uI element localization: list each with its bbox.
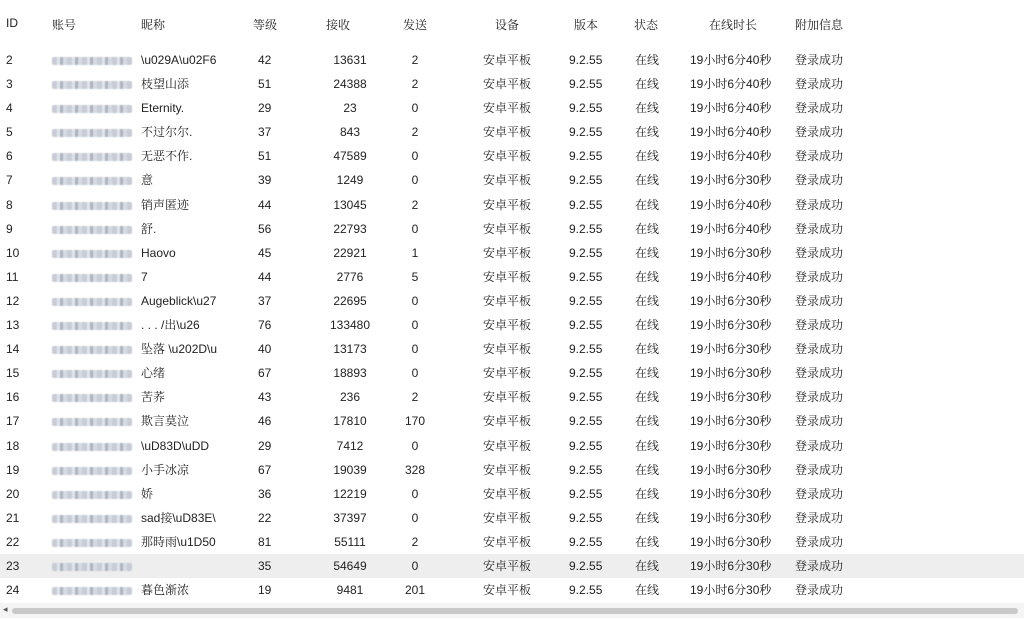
header-nickname[interactable]: 昵称 <box>141 18 166 32</box>
cell-level: 51 <box>258 149 272 164</box>
cell-online-time: 19小时6分30秒 <box>690 390 772 405</box>
cell-status: 在线 <box>635 293 660 308</box>
cell-extra: 登录成功 <box>795 366 844 381</box>
cell-sent: 170 <box>404 414 426 429</box>
cell-level: 67 <box>258 462 272 477</box>
cell-id: 21 <box>6 510 20 525</box>
cell-online-time: 19小时6分30秒 <box>690 414 772 429</box>
cell-level: 37 <box>258 125 272 140</box>
cell-level: 46 <box>258 414 272 429</box>
table-header <box>0 0 1024 48</box>
cell-extra: 登录成功 <box>795 390 844 405</box>
cell-version: 9.2.55 <box>569 221 603 236</box>
cell-id: 15 <box>6 366 20 381</box>
cell-version: 9.2.55 <box>569 486 603 501</box>
cell-level: 39 <box>258 173 272 188</box>
cell-device: 安卓平板 <box>483 221 532 236</box>
cell-sent: 0 <box>411 510 419 525</box>
cell-sent: 0 <box>411 318 419 333</box>
cell-received: 55111 <box>334 534 366 549</box>
cell-status: 在线 <box>635 486 660 501</box>
cell-sent: 0 <box>411 173 419 188</box>
cell-id: 8 <box>6 197 13 212</box>
cell-id: 4 <box>6 101 13 116</box>
cell-online-time: 19小时6分30秒 <box>690 342 772 357</box>
table-row[interactable] <box>0 530 1024 554</box>
cell-id: 23 <box>6 558 20 573</box>
cell-nickname: 舒. <box>141 221 157 236</box>
cell-online-time: 19小时6分30秒 <box>690 510 772 525</box>
table-row[interactable] <box>0 241 1024 265</box>
cell-sent: 328 <box>404 462 426 477</box>
cell-account-blurred <box>52 250 132 258</box>
scroll-left-arrow-icon[interactable]: ◂ <box>3 604 8 614</box>
cell-level: 40 <box>258 342 272 357</box>
cell-online-time: 19小时6分30秒 <box>690 438 772 453</box>
cell-online-time: 19小时6分40秒 <box>690 149 772 164</box>
cell-nickname: 坠落 \u202D\u <box>141 342 218 357</box>
cell-extra: 登录成功 <box>795 583 844 598</box>
cell-id: 20 <box>6 486 20 501</box>
cell-status: 在线 <box>635 414 660 429</box>
cell-account-blurred <box>52 322 132 330</box>
cell-status: 在线 <box>635 583 660 598</box>
cell-extra: 登录成功 <box>795 510 844 525</box>
cell-device: 安卓平板 <box>483 342 532 357</box>
cell-account-blurred <box>52 298 132 306</box>
cell-received: 1249 <box>336 173 364 188</box>
cell-nickname: Eternity. <box>141 101 185 116</box>
cell-level: 51 <box>258 77 272 92</box>
table-row[interactable] <box>0 289 1024 313</box>
cell-account-blurred <box>52 491 132 499</box>
cell-extra: 登录成功 <box>795 558 844 573</box>
cell-received: 13631 <box>333 53 367 67</box>
cell-sent: 0 <box>411 486 419 501</box>
cell-nickname: 小手冰凉 <box>141 462 190 477</box>
cell-received: 2776 <box>336 269 364 284</box>
cell-account-blurred <box>52 57 132 65</box>
cell-sent: 5 <box>411 269 419 284</box>
cell-online-time: 19小时6分30秒 <box>690 293 772 308</box>
cell-extra: 登录成功 <box>795 125 844 140</box>
cell-id: 3 <box>6 77 13 92</box>
cell-device: 安卓平板 <box>483 583 532 598</box>
cell-extra: 登录成功 <box>795 534 844 549</box>
cell-extra: 登录成功 <box>795 269 844 284</box>
cell-nickname: Haovo <box>141 245 176 260</box>
cell-device: 安卓平板 <box>483 149 532 164</box>
cell-status: 在线 <box>635 125 660 140</box>
cell-account-blurred <box>52 394 132 402</box>
cell-status: 在线 <box>635 366 660 381</box>
cell-level: 19 <box>258 583 272 598</box>
cell-level: 36 <box>258 486 272 501</box>
cell-id: 10 <box>6 245 20 260</box>
cell-extra: 登录成功 <box>795 462 844 477</box>
cell-status: 在线 <box>635 221 660 236</box>
cell-version: 9.2.55 <box>569 366 603 381</box>
table-row[interactable] <box>0 578 1024 602</box>
cell-online-time: 19小时6分40秒 <box>690 269 772 284</box>
cell-account-blurred <box>52 274 132 282</box>
cell-level: 44 <box>258 269 272 284</box>
cell-version: 9.2.55 <box>569 269 603 284</box>
cell-version: 9.2.55 <box>569 125 603 140</box>
cell-online-time: 19小时6分30秒 <box>690 558 772 573</box>
cell-device: 安卓平板 <box>483 173 532 188</box>
cell-version: 9.2.55 <box>569 53 603 67</box>
cell-online-time: 19小时6分30秒 <box>690 173 772 188</box>
cell-version: 9.2.55 <box>569 342 603 357</box>
cell-nickname: 娇 <box>141 486 154 501</box>
cell-status: 在线 <box>635 269 660 284</box>
cell-received: 19039 <box>333 462 367 477</box>
cell-account-blurred <box>52 443 132 451</box>
cell-received: 843 <box>339 125 361 140</box>
cell-level: 56 <box>258 221 272 236</box>
cell-extra: 登录成功 <box>795 318 844 333</box>
cell-id: 24 <box>6 583 20 598</box>
cell-version: 9.2.55 <box>569 318 603 333</box>
cell-sent: 0 <box>411 438 419 453</box>
cell-received: 12219 <box>333 486 367 501</box>
cell-device: 安卓平板 <box>483 197 532 212</box>
cell-status: 在线 <box>635 462 660 477</box>
cell-sent: 0 <box>411 366 419 381</box>
cell-level: 76 <box>258 318 272 333</box>
cell-received: 24388 <box>333 77 367 92</box>
cell-nickname: 那時雨\u1D50 <box>141 534 216 549</box>
cell-device: 安卓平板 <box>483 318 532 333</box>
cell-account-blurred <box>52 129 132 137</box>
table-row[interactable] <box>0 217 1024 241</box>
cell-version: 9.2.55 <box>569 390 603 405</box>
cell-id: 18 <box>6 438 20 453</box>
cell-received: 17810 <box>333 414 367 429</box>
cell-online-time: 19小时6分40秒 <box>690 197 772 212</box>
cell-account-blurred <box>52 563 132 571</box>
cell-status: 在线 <box>635 558 660 573</box>
cell-version: 9.2.55 <box>569 245 603 260</box>
table-row[interactable] <box>0 385 1024 409</box>
cell-status: 在线 <box>635 245 660 260</box>
cell-id: 7 <box>6 173 13 188</box>
cell-id: 22 <box>6 534 20 549</box>
table-row[interactable] <box>0 313 1024 337</box>
cell-received: 7412 <box>336 438 364 453</box>
cell-sent: 2 <box>411 125 419 140</box>
cell-received: 13045 <box>333 197 367 212</box>
table-row[interactable] <box>0 144 1024 168</box>
cell-sent: 0 <box>411 293 419 308</box>
cell-received: 54649 <box>333 558 367 573</box>
header-device[interactable]: 设备 <box>495 18 520 32</box>
cell-device: 安卓平板 <box>483 269 532 284</box>
cell-version: 9.2.55 <box>569 438 603 453</box>
cell-received: 236 <box>339 390 361 405</box>
cell-version: 9.2.55 <box>569 510 603 525</box>
cell-level: 43 <box>258 390 272 405</box>
cell-online-time: 19小时6分30秒 <box>690 462 772 477</box>
cell-id: 17 <box>6 414 20 429</box>
header-extra[interactable]: 附加信息 <box>795 18 844 32</box>
cell-online-time: 19小时6分40秒 <box>690 53 772 67</box>
cell-extra: 登录成功 <box>795 173 844 188</box>
cell-status: 在线 <box>635 197 660 212</box>
cell-status: 在线 <box>635 77 660 92</box>
cell-account-blurred <box>52 226 132 234</box>
table-row[interactable] <box>0 120 1024 144</box>
scrollbar-thumb[interactable] <box>12 608 1018 614</box>
header-account[interactable]: 账号 <box>52 18 77 32</box>
cell-extra: 登录成功 <box>795 486 844 501</box>
cell-account-blurred <box>52 515 132 523</box>
cell-status: 在线 <box>635 318 660 333</box>
cell-nickname: \u029A\u02F6 <box>141 53 217 67</box>
cell-nickname: 苦荞 <box>141 390 166 405</box>
cell-online-time: 19小时6分30秒 <box>690 534 772 549</box>
cell-extra: 登录成功 <box>795 342 844 357</box>
cell-nickname: 销声匿迹 <box>141 197 190 212</box>
cell-version: 9.2.55 <box>569 558 603 573</box>
cell-sent: 2 <box>411 77 419 92</box>
cell-account-blurred <box>52 467 132 475</box>
cell-device: 安卓平板 <box>483 101 532 116</box>
table-row[interactable] <box>0 458 1024 482</box>
cell-online-time: 19小时6分30秒 <box>690 486 772 501</box>
cell-nickname: 不过尔尔. <box>141 125 193 140</box>
cell-id: 13 <box>6 318 20 333</box>
header-received[interactable]: 接收 <box>326 18 351 32</box>
cell-status: 在线 <box>635 101 660 116</box>
cell-device: 安卓平板 <box>483 53 532 67</box>
cell-level: 81 <box>258 534 272 549</box>
cell-id: 12 <box>6 293 20 308</box>
cell-status: 在线 <box>635 390 660 405</box>
cell-version: 9.2.55 <box>569 197 603 212</box>
table-row[interactable] <box>0 434 1024 458</box>
cell-version: 9.2.55 <box>569 293 603 308</box>
cell-device: 安卓平板 <box>483 366 532 381</box>
cell-sent: 0 <box>411 558 419 573</box>
cell-online-time: 19小时6分40秒 <box>690 101 772 116</box>
table-row[interactable] <box>0 168 1024 192</box>
cell-id: 16 <box>6 390 20 405</box>
header-status[interactable]: 状态 <box>634 18 659 32</box>
cell-device: 安卓平板 <box>483 486 532 501</box>
cell-sent: 1 <box>411 245 419 260</box>
cell-device: 安卓平板 <box>483 414 532 429</box>
cell-status: 在线 <box>635 510 660 525</box>
cell-version: 9.2.55 <box>569 77 603 92</box>
cell-level: 35 <box>258 558 272 573</box>
cell-nickname: 意 <box>141 173 154 188</box>
cell-extra: 登录成功 <box>795 414 844 429</box>
cell-received: 18893 <box>333 366 367 381</box>
cell-device: 安卓平板 <box>483 245 532 260</box>
cell-online-time: 19小时6分40秒 <box>690 221 772 236</box>
table-row[interactable] <box>0 48 1024 72</box>
cell-status: 在线 <box>635 53 660 67</box>
cell-account-blurred <box>52 539 132 547</box>
cell-level: 44 <box>258 197 272 212</box>
cell-version: 9.2.55 <box>569 414 603 429</box>
cell-device: 安卓平板 <box>483 534 532 549</box>
cell-online-time: 19小时6分30秒 <box>690 245 772 260</box>
cell-account-blurred <box>52 346 132 354</box>
table-row[interactable] <box>0 96 1024 120</box>
header-online-time[interactable]: 在线时长 <box>709 18 758 32</box>
cell-id: 19 <box>6 462 20 477</box>
cell-extra: 登录成功 <box>795 245 844 260</box>
cell-online-time: 19小时6分30秒 <box>690 366 772 381</box>
table-row[interactable] <box>0 72 1024 96</box>
cell-version: 9.2.55 <box>569 583 603 598</box>
cell-sent: 2 <box>411 390 419 405</box>
cell-account-blurred <box>52 153 132 161</box>
header-level[interactable]: 等级 <box>253 18 278 32</box>
table-body <box>0 48 1024 602</box>
cell-received: 47589 <box>333 149 367 164</box>
cell-extra: 登录成功 <box>795 293 844 308</box>
cell-nickname: 欺言莫泣 <box>141 414 190 429</box>
cell-extra: 登录成功 <box>795 53 844 67</box>
cell-account-blurred <box>52 202 132 210</box>
cell-sent: 0 <box>411 221 419 236</box>
cell-status: 在线 <box>635 534 660 549</box>
cell-device: 安卓平板 <box>483 462 532 477</box>
cell-nickname: 心绪 <box>141 366 166 381</box>
cell-nickname: 7 <box>141 269 148 284</box>
cell-received: 23 <box>343 101 357 116</box>
cell-id: 14 <box>6 342 20 357</box>
cell-extra: 登录成功 <box>795 77 844 92</box>
cell-version: 9.2.55 <box>569 462 603 477</box>
header-version[interactable]: 版本 <box>574 18 599 32</box>
cell-sent: 2 <box>411 197 419 212</box>
cell-extra: 登录成功 <box>795 221 844 236</box>
cell-extra: 登录成功 <box>795 197 844 212</box>
horizontal-scrollbar[interactable] <box>0 603 1024 618</box>
table-row[interactable] <box>0 482 1024 506</box>
cell-account-blurred <box>52 105 132 113</box>
cell-sent: 201 <box>404 583 426 598</box>
cell-online-time: 19小时6分30秒 <box>690 318 772 333</box>
cell-received: 22695 <box>333 293 367 308</box>
table-row[interactable] <box>0 409 1024 433</box>
cell-level: 42 <box>258 53 272 67</box>
cell-account-blurred <box>52 418 132 426</box>
cell-status: 在线 <box>635 149 660 164</box>
cell-id: 11 <box>6 269 19 284</box>
cell-version: 9.2.55 <box>569 173 603 188</box>
cell-device: 安卓平板 <box>483 390 532 405</box>
cell-account-blurred <box>52 370 132 378</box>
cell-received: 13173 <box>333 342 367 357</box>
cell-level: 22 <box>258 510 272 525</box>
cell-account-blurred <box>52 177 132 185</box>
cell-account-blurred <box>52 81 132 89</box>
cell-device: 安卓平板 <box>483 293 532 308</box>
cell-device: 安卓平板 <box>483 510 532 525</box>
table-row[interactable] <box>0 337 1024 361</box>
cell-account-blurred <box>52 587 132 595</box>
cell-version: 9.2.55 <box>569 534 603 549</box>
cell-level: 37 <box>258 293 272 308</box>
cell-extra: 登录成功 <box>795 101 844 116</box>
cell-device: 安卓平板 <box>483 558 532 573</box>
cell-device: 安卓平板 <box>483 77 532 92</box>
cell-extra: 登录成功 <box>795 149 844 164</box>
cell-id: 6 <box>6 149 13 164</box>
cell-sent: 0 <box>411 342 419 357</box>
cell-sent: 2 <box>411 53 419 67</box>
cell-received: 133480 <box>329 318 371 333</box>
cell-level: 29 <box>258 101 272 116</box>
cell-status: 在线 <box>635 173 660 188</box>
header-sent[interactable]: 发送 <box>403 18 428 32</box>
cell-level: 67 <box>258 366 272 381</box>
cell-nickname: sad接\uD83E\ <box>141 510 216 525</box>
table-row[interactable] <box>0 265 1024 289</box>
cell-device: 安卓平板 <box>483 125 532 140</box>
header-id[interactable]: ID <box>6 16 18 30</box>
cell-level: 45 <box>258 245 272 260</box>
table-row[interactable] <box>0 193 1024 217</box>
table-row[interactable] <box>0 554 1024 578</box>
cell-nickname: . . . /出\u26 <box>141 318 200 333</box>
cell-extra: 登录成功 <box>795 438 844 453</box>
cell-received: 22921 <box>333 245 367 260</box>
cell-version: 9.2.55 <box>569 101 603 116</box>
cell-id: 9 <box>6 221 13 236</box>
cell-nickname: 暮色渐浓 <box>141 583 190 598</box>
cell-online-time: 19小时6分40秒 <box>690 125 772 140</box>
cell-status: 在线 <box>635 438 660 453</box>
table-row[interactable] <box>0 506 1024 530</box>
cell-nickname: 无恶不作. <box>141 149 193 164</box>
cell-sent: 2 <box>411 534 419 549</box>
cell-sent: 0 <box>411 149 419 164</box>
cell-status: 在线 <box>635 342 660 357</box>
cell-device: 安卓平板 <box>483 438 532 453</box>
cell-online-time: 19小时6分40秒 <box>690 77 772 92</box>
cell-online-time: 19小时6分30秒 <box>690 583 772 598</box>
cell-id: 5 <box>6 125 13 140</box>
cell-level: 29 <box>258 438 272 453</box>
cell-received: 22793 <box>333 221 367 236</box>
cell-nickname: Augeblick\u27 <box>141 293 217 308</box>
cell-version: 9.2.55 <box>569 149 603 164</box>
cell-sent: 0 <box>411 101 419 116</box>
cell-nickname: \uD83D\uDD <box>141 438 210 453</box>
cell-received: 9481 <box>336 583 364 598</box>
cell-nickname: 枝望山添 <box>141 77 190 92</box>
table-row[interactable] <box>0 361 1024 385</box>
cell-received: 37397 <box>333 510 367 525</box>
cell-id: 2 <box>6 53 13 67</box>
